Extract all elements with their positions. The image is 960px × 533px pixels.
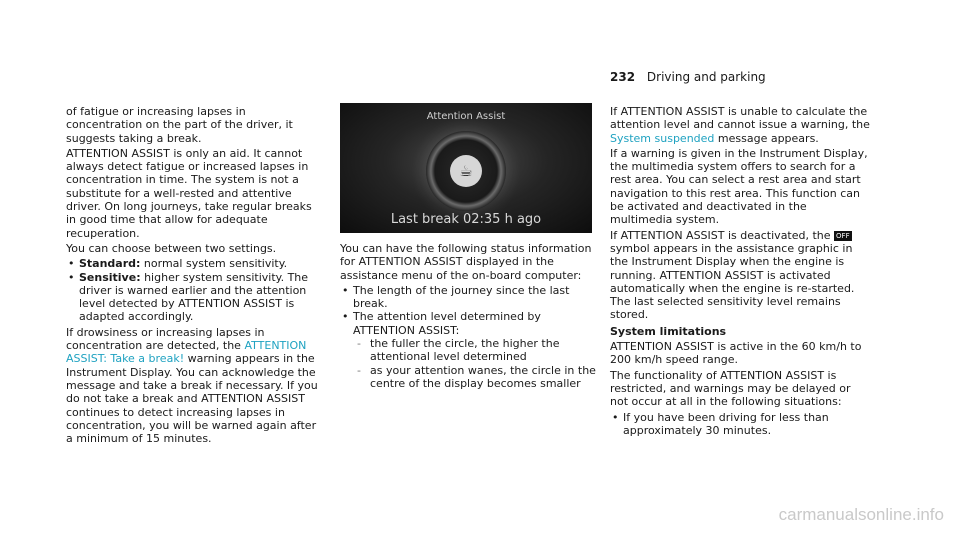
list-item: [340, 310, 596, 390]
text: If drowsiness or increasing lapses in concentration are detected, the: [66, 325, 265, 353]
list-item: • If you have been driving for less than approximately 30 minutes.: [610, 411, 872, 438]
text: symbol appears in the assistance graphic in the Instrument Display when the engine is running. ATTENTION ASSIST is activated automatically when the engine is re-started. The last selected sensitivity level remains stored.: [610, 241, 855, 322]
sub-list-item: - the fuller the circle, the higher the attentional level determined: [353, 337, 596, 364]
sub-list-item: - as your attention wanes, the circle in the centre of the display becomes smaller: [353, 364, 596, 391]
column-middle: [340, 242, 596, 392]
paragraph: [610, 229, 872, 322]
section-title: Driving and parking: [646, 70, 766, 84]
paragraph: You can choose between two settings.: [66, 241, 277, 255]
paragraph: [66, 326, 324, 446]
display-message-system-suspended: System suspended: [610, 131, 715, 145]
list-item: [66, 257, 324, 270]
display-message-take-break: ATTENTION ASSIST: Take a break!: [66, 339, 307, 366]
text: message appears.: [714, 131, 819, 145]
figure-title: Attention Assist: [426, 111, 506, 122]
coffee-cup-icon: ☕: [450, 155, 482, 187]
list-item: • The length of the journey since the last break.: [340, 284, 596, 311]
column-left: [66, 105, 324, 447]
paragraph: of fatigue or increasing lapses in concentration on the part of the driver, it suggests taking a break.: [66, 105, 293, 145]
limitations-list: [610, 411, 872, 438]
sub-list: [353, 337, 596, 390]
paragraph: If a warning is given in the Instrument Display, the multimedia system offers to search for a rest area. You can select a rest area and start navigation to this rest area. This function can be activated and deactivated in the multimedia system.: [610, 146, 868, 227]
text: If ATTENTION ASSIST is unable to calculate the attention level and cannot issue a warning, the: [610, 105, 870, 132]
page-number: 232: [610, 70, 636, 84]
setting-text: normal system sensitivity.: [140, 257, 288, 271]
setting-text: higher system sensitivity. The driver is warned earlier and the attention level detected by ATTENTION ASSIST is adapted accordingly.: [79, 270, 309, 324]
status-list: [340, 284, 596, 390]
figure-caption: Last break 02:35 h ago: [390, 212, 542, 227]
setting-label: Standard:: [79, 257, 141, 271]
settings-list: [66, 257, 324, 323]
paragraph: [610, 105, 872, 145]
instrument-display-figure: [340, 103, 592, 233]
text: If ATTENTION ASSIST is deactivated, the: [610, 228, 835, 242]
page-header: [610, 70, 766, 84]
text: warning appears in the Instrument Display. You can acknowledge the message and take a break if necessary. If you do not take a break and ATTENTION ASSIST continues to detect increasing lapses in concentration, you will be warned again after a minimum of 15 minutes.: [66, 352, 318, 446]
list-item: [66, 271, 324, 324]
setting-label: Sensitive:: [79, 270, 141, 284]
attention-assist-off-icon: OFF: [836, 231, 850, 240]
paragraph: ATTENTION ASSIST is only an aid. It cannot always detect fatigue or increased lapses in concentration in time. The system is not a substitute for a well-rested and attentive driver. On long journeys, take regular breaks in good time that allow for adequate recuperation.: [66, 146, 312, 240]
list-item-text: The attention level determined by ATTENTION ASSIST:: [353, 310, 541, 337]
watermark: carmanualsonline.info: [778, 505, 944, 524]
section-heading: System limitations: [610, 324, 727, 338]
paragraph: ATTENTION ASSIST is active in the 60 km/h to 200 km/h speed range.: [610, 340, 862, 367]
paragraph: You can have the following status information for ATTENTION ASSIST displayed in the assistance menu of the on-board computer:: [340, 242, 592, 282]
paragraph: The functionality of ATTENTION ASSIST is restricted, and warnings may be delayed or not occur at all in the following situations:: [610, 368, 851, 409]
attention-level-circle: [426, 131, 506, 211]
column-right: [610, 105, 872, 439]
